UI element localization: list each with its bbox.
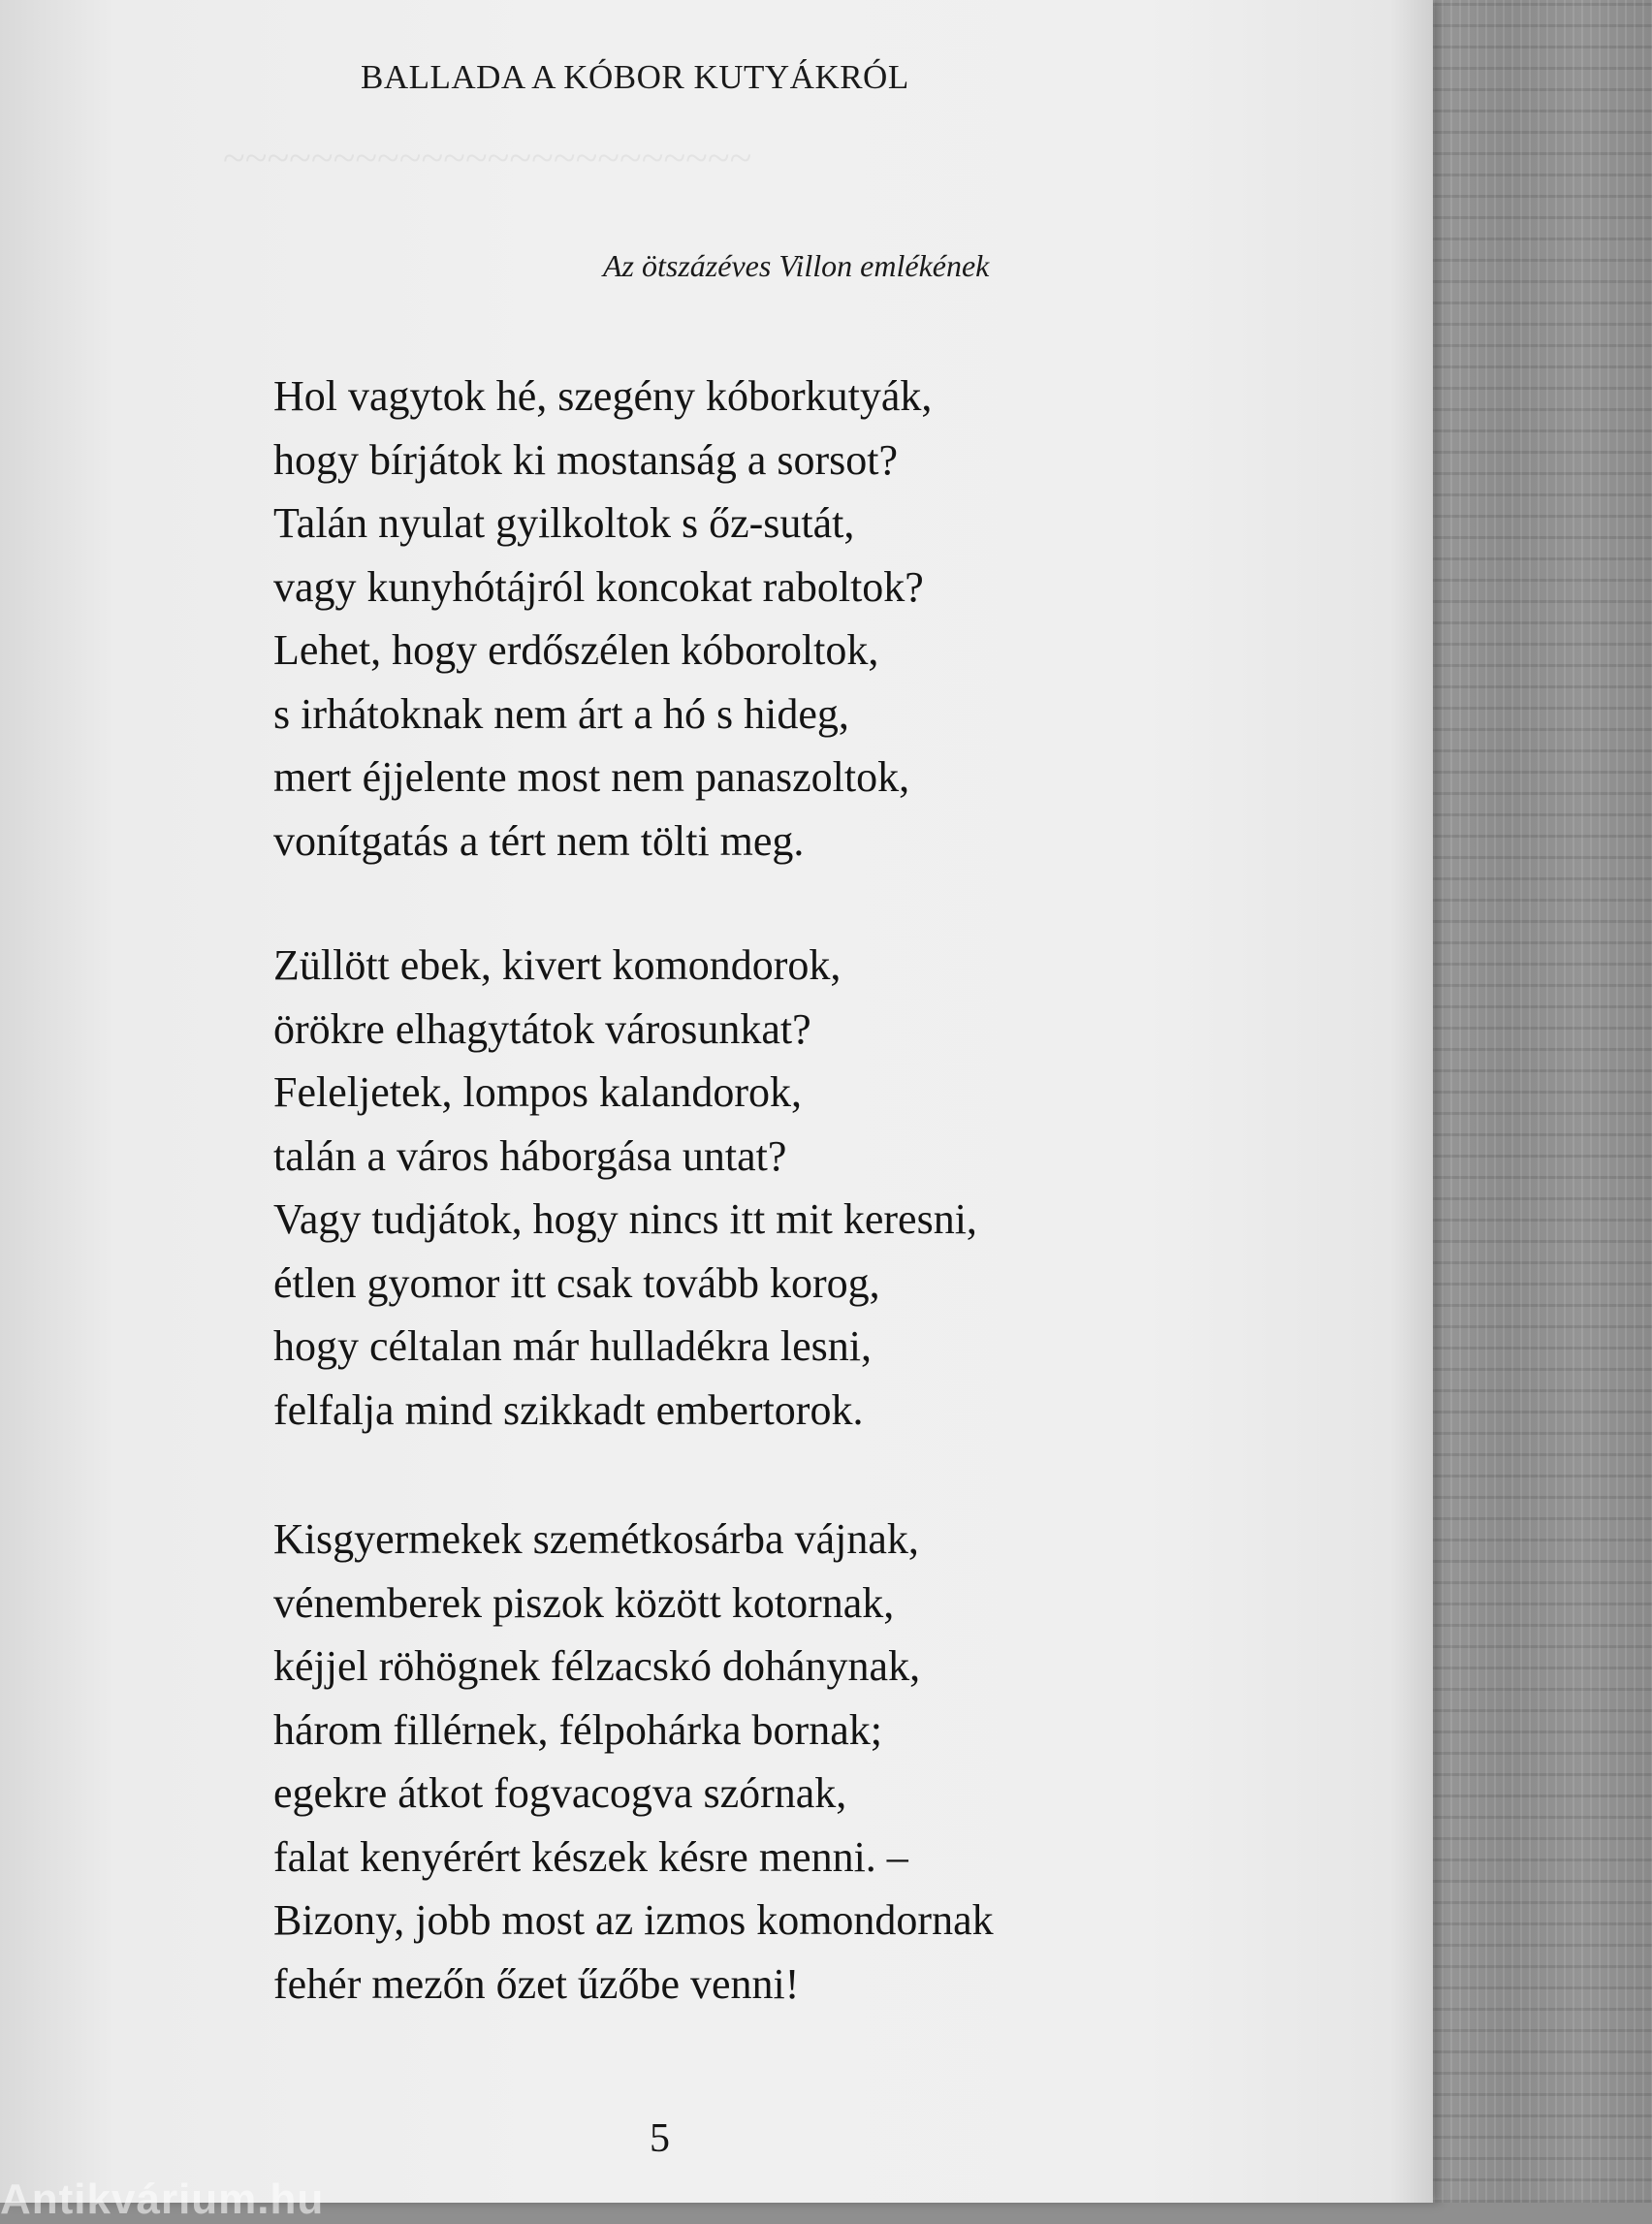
verse-line: felfalja mind szikkadt embertorok. (273, 1385, 864, 1434)
verse-line: hogy céltalan már hulladékra lesni, (273, 1322, 872, 1370)
poem-dedication: Az ötszázéves Villon emlékének (603, 248, 990, 283)
verse-line: három fillérnek, félpohárka bornak; (273, 1705, 882, 1754)
verse-line: hogy bírjátok ki mostanság a sorsot? (273, 435, 899, 484)
verse-line: vonítgatás a tért nem tölti meg. (273, 816, 805, 865)
page-number: 5 (650, 2116, 670, 2161)
stanza-2 (273, 934, 977, 1442)
verse-line: Feleljetek, lompos kalandorok, (273, 1068, 802, 1116)
verse-line: fehér mezőn őzet űzőbe venni! (273, 1959, 800, 2008)
verse-line: Vagy tudjátok, hogy nincs itt mit keresni, (273, 1195, 977, 1243)
bleed-through-text: ~~~~~~~~~~~~~~~~~~~~~~~~ (223, 137, 752, 181)
verse-line: talán a város háborgása untat? (273, 1131, 787, 1180)
verse-line: kéjjel röhögnek félzacskó dohánynak, (273, 1642, 921, 1690)
verse-line: falat kenyérért készek késre menni. – (273, 1832, 908, 1881)
verse-line: Hol vagytok hé, szegény kóborkutyák, (273, 372, 933, 420)
background-texture (1415, 0, 1652, 2203)
verse-line: s irhátoknak nem árt a hó s hideg, (273, 689, 849, 738)
verse-line: étlen gyomor itt csak tovább korog, (273, 1258, 880, 1307)
verse-line: örökre elhagytátok városunkat? (273, 1004, 811, 1053)
verse-line: Kisgyermekek szemétkosárba vájnak, (273, 1515, 919, 1563)
verse-line: vénemberek piszok között kotornak, (273, 1578, 895, 1627)
verse-line: vagy kunyhótájról koncokat raboltok? (273, 562, 924, 611)
verse-line: egekre átkot fogvacogva szórnak, (273, 1769, 847, 1817)
verse-line: mert éjjelente most nem panaszoltok, (273, 753, 910, 801)
verse-line: Talán nyulat gyilkoltok s őz-sutát, (273, 499, 855, 547)
poem-title: BALLADA A KÓBOR KUTYÁKRÓL (361, 58, 909, 96)
stanza-1 (273, 365, 932, 873)
verse-line: Lehet, hogy erdőszélen kóboroltok, (273, 626, 879, 674)
verse-line: Bizony, jobb most az izmos komondornak (273, 1896, 994, 1944)
verse-line: Züllött ebek, kivert komondorok, (273, 941, 842, 989)
stanza-3 (273, 1508, 994, 2016)
watermark-logo: Antikvárium.hu (0, 2176, 325, 2223)
